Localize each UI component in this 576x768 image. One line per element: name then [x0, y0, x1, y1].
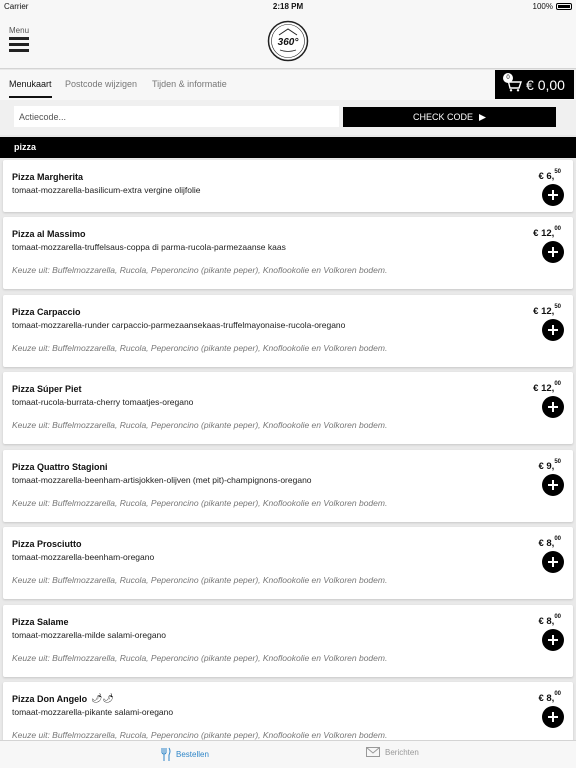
menu-item-card[interactable]	[3, 160, 573, 212]
menu-item-card[interactable]	[3, 450, 573, 522]
item-name: Pizza Don Angelo	[12, 694, 88, 704]
item-price-cents: 00	[554, 536, 561, 542]
item-name: Pizza al Massimo	[12, 229, 86, 239]
item-price-cents: 00	[554, 226, 561, 232]
menu-item-card[interactable]	[3, 295, 573, 367]
category-header: pizza	[0, 137, 576, 158]
item-description: tomaat-mozzarella-milde salami-oregano	[12, 630, 167, 640]
item-description: tomaat-rucola-burrata-cherry tomaatjes-oregano	[12, 397, 194, 407]
cutlery-icon	[160, 747, 171, 762]
battery-percent: 100%	[532, 2, 553, 11]
clock: 2:18 PM	[272, 2, 304, 11]
item-price	[533, 383, 561, 394]
item-price-cents: 00	[554, 381, 561, 387]
tab-menukaart[interactable]: Menukaart	[9, 79, 52, 98]
cart-count-badge: 0	[503, 73, 513, 83]
menu-item-card[interactable]	[3, 217, 573, 289]
item-price-main: € 12,	[533, 383, 555, 394]
item-options: Keuze uit: Buffelmozzarella, Rucola, Peperoncino (pikante peper), Knoflookolie en Volkoren bodem.	[12, 420, 388, 430]
add-to-cart-button[interactable]	[542, 474, 564, 496]
item-price-cents: 50	[554, 169, 561, 175]
menu-item-card[interactable]	[3, 527, 573, 599]
item-price-cents: 00	[554, 614, 561, 620]
item-price-main: € 12,	[533, 228, 555, 239]
item-name: Pizza Salame	[12, 617, 69, 627]
item-price	[533, 306, 561, 317]
item-price	[538, 693, 561, 704]
item-name: Pizza Prosciutto	[12, 539, 82, 549]
item-description: tomaat-mozzarella-beenham-oregano	[12, 552, 155, 562]
item-description: tomaat-mozzarella-basilicum-extra vergine olijfolie	[12, 185, 201, 195]
item-price-main: € 9,	[538, 461, 555, 472]
item-description: tomaat-mozzarella-beenham-artisjokken-olijven (met pit)-champignons-oregano	[12, 475, 312, 485]
item-price-main: € 8,	[538, 616, 555, 627]
status-bar	[0, 0, 576, 12]
item-price-cents: 50	[554, 304, 561, 310]
logo	[267, 20, 309, 62]
hamburger-icon	[9, 37, 29, 40]
item-options: Keuze uit: Buffelmozzarella, Rucola, Peperoncino (pikante peper), Knoflookolie en Volkoren bodem.	[12, 730, 388, 740]
battery-icon	[556, 3, 572, 10]
menu-item-card[interactable]	[3, 372, 573, 444]
add-to-cart-button[interactable]	[542, 396, 564, 418]
bottom-tab-bar	[0, 740, 576, 768]
item-description: tomaat-mozzarella-pikante salami-oregano	[12, 707, 174, 717]
item-options: Keuze uit: Buffelmozzarella, Rucola, Peperoncino (pikante peper), Knoflookolie en Volkoren bodem.	[12, 653, 388, 663]
check-code-label: CHECK CODE	[412, 112, 473, 122]
item-options: Keuze uit: Buffelmozzarella, Rucola, Peperoncino (pikante peper), Knoflookolie en Volkoren bodem.	[12, 498, 388, 508]
tab-bar	[0, 70, 576, 100]
item-price	[538, 171, 561, 182]
add-to-cart-button[interactable]	[542, 551, 564, 573]
item-price	[538, 616, 561, 627]
tab-tijden-informatie[interactable]: Tijden & informatie	[152, 79, 227, 89]
add-to-cart-button[interactable]	[542, 629, 564, 651]
item-price	[533, 228, 561, 239]
promo-code-input[interactable]	[14, 106, 339, 127]
add-to-cart-button[interactable]	[542, 241, 564, 263]
chili-pepper-icon: 🌶🌶	[91, 693, 114, 703]
tab-bestellen-label: Bestellen	[176, 750, 209, 759]
menu-label: Menu	[9, 26, 30, 35]
carrier-label: Carrier	[4, 2, 29, 11]
promo-code-row	[0, 100, 576, 135]
item-name: Pizza Margherita	[12, 172, 84, 182]
item-price-cents: 00	[554, 691, 561, 697]
item-price-main: € 6,	[538, 171, 555, 182]
tab-berichten-label: Berichten	[385, 747, 419, 757]
tab-postcode-wijzigen[interactable]: Postcode wijzigen	[65, 79, 138, 89]
item-options: Keuze uit: Buffelmozzarella, Rucola, Peperoncino (pikante peper), Knoflookolie en Volkoren bodem.	[12, 343, 388, 353]
hamburger-icon-line	[9, 49, 29, 52]
item-options: Keuze uit: Buffelmozzarella, Rucola, Peperoncino (pikante peper), Knoflookolie en Volkoren bodem.	[12, 265, 388, 275]
add-to-cart-button[interactable]	[542, 184, 564, 206]
hamburger-icon-line	[9, 43, 29, 46]
svg-text:360°: 360°	[277, 37, 299, 48]
check-code-button[interactable]	[343, 107, 556, 127]
item-price	[538, 461, 561, 472]
menu-button[interactable]	[9, 26, 31, 55]
item-price-main: € 8,	[538, 538, 555, 549]
add-to-cart-button[interactable]	[542, 319, 564, 341]
cart-total: € 0,00	[526, 76, 565, 93]
play-arrow-icon	[479, 114, 486, 121]
item-price-main: € 8,	[538, 693, 555, 704]
tab-berichten[interactable]	[366, 747, 419, 757]
item-name: Pizza Carpaccio	[12, 307, 81, 317]
item-price	[538, 538, 561, 549]
menu-item-card[interactable]	[3, 605, 573, 677]
item-price-main: € 12,	[533, 306, 555, 317]
battery-indicator	[533, 2, 572, 11]
cart-button[interactable]	[495, 70, 574, 99]
tab-bestellen[interactable]	[160, 747, 209, 762]
app-header	[0, 12, 576, 69]
item-description: tomaat-mozzarella-truffelsaus-coppa di parma-rucola-parmezaanse kaas	[12, 242, 286, 252]
add-to-cart-button[interactable]	[542, 706, 564, 728]
item-options: Keuze uit: Buffelmozzarella, Rucola, Peperoncino (pikante peper), Knoflookolie en Volkoren bodem.	[12, 575, 388, 585]
item-name: Pizza Súper Piet	[12, 384, 82, 394]
item-price-cents: 50	[554, 459, 561, 465]
item-description: tomaat-mozzarella-runder carpaccio-parmezaansekaas-truffelmayonaise-rucola-oregano	[12, 320, 346, 330]
envelope-icon	[366, 747, 380, 757]
item-name: Pizza Quattro Stagioni	[12, 462, 108, 472]
